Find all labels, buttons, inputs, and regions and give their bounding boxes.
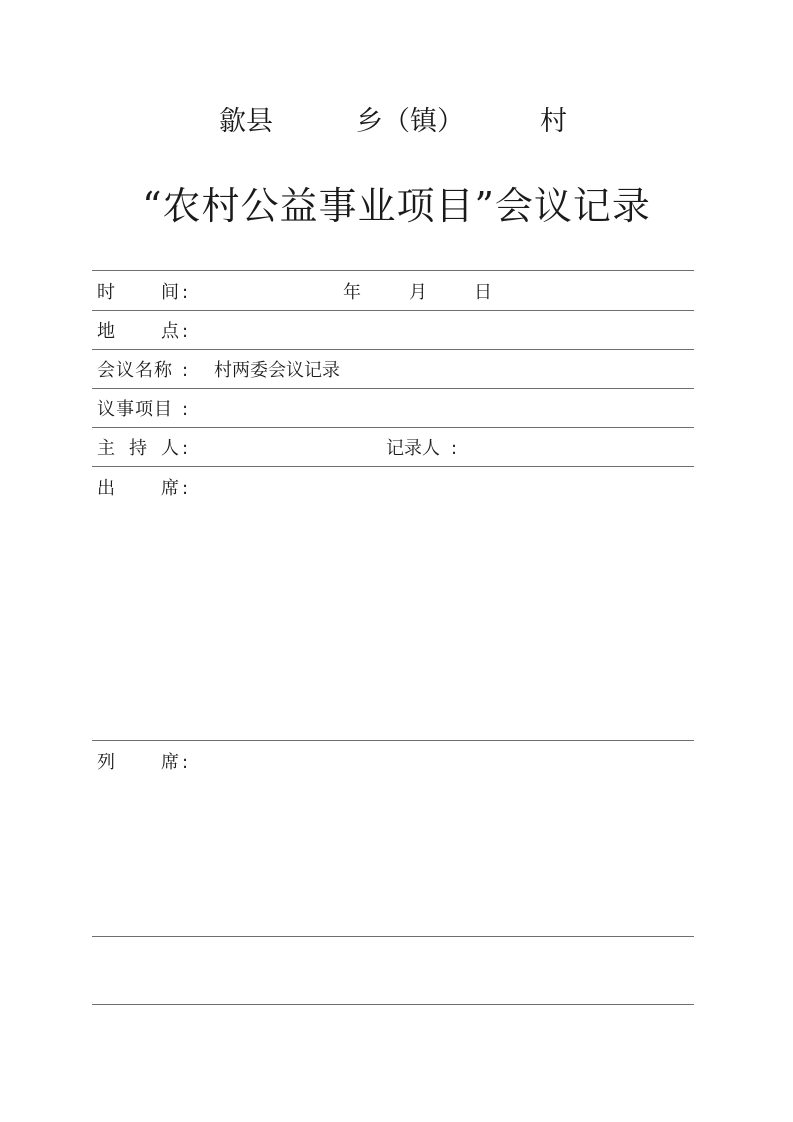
table-rule-attendees <box>92 740 694 741</box>
month-label: 月 <box>409 282 427 303</box>
table-rule-place <box>92 349 694 350</box>
meeting-name-label: 会议名称 <box>97 360 173 381</box>
table-rule-agenda <box>92 427 694 428</box>
attendees-colon: : <box>182 478 189 499</box>
attendees-label-a: 出 <box>97 478 115 499</box>
table-rule-time <box>92 310 694 311</box>
township-name: 乡（镇） <box>356 106 464 137</box>
time-label-a: 时 <box>97 282 115 303</box>
meeting-name-colon: : <box>182 360 189 381</box>
table-rule-observers <box>92 936 694 937</box>
place-label-b: 点 <box>161 321 179 342</box>
meeting-name-value: 村两委会议记录 <box>214 360 340 381</box>
agenda-label: 议事项目 <box>97 399 173 420</box>
time-colon: : <box>182 282 189 303</box>
day-label: 日 <box>474 282 492 303</box>
place-colon: : <box>182 321 189 342</box>
attendees-label-b: 席 <box>161 478 179 499</box>
host-colon: : <box>182 438 189 459</box>
host-label-c: 人 <box>161 438 179 459</box>
table-rule-meeting-name <box>92 388 694 389</box>
place-label-a: 地 <box>97 321 115 342</box>
agenda-colon: : <box>182 399 189 420</box>
observers-label-b: 席 <box>161 752 179 773</box>
observers-label-a: 列 <box>97 752 115 773</box>
page-title: “农村公益事业项目”会议记录 <box>142 184 651 228</box>
county-name: 歙县 <box>219 106 273 137</box>
year-label: 年 <box>343 282 361 303</box>
time-label-b: 间 <box>161 282 179 303</box>
table-rule-top <box>92 270 694 271</box>
village-name: 村 <box>540 106 567 137</box>
recorder-label: 记录人 <box>386 438 440 459</box>
host-label-a: 主 <box>97 438 115 459</box>
host-label-b: 持 <box>129 438 147 459</box>
recorder-colon: : <box>451 438 458 459</box>
observers-colon: : <box>182 752 189 773</box>
table-rule-bottom <box>92 1004 694 1005</box>
table-rule-host <box>92 466 694 467</box>
